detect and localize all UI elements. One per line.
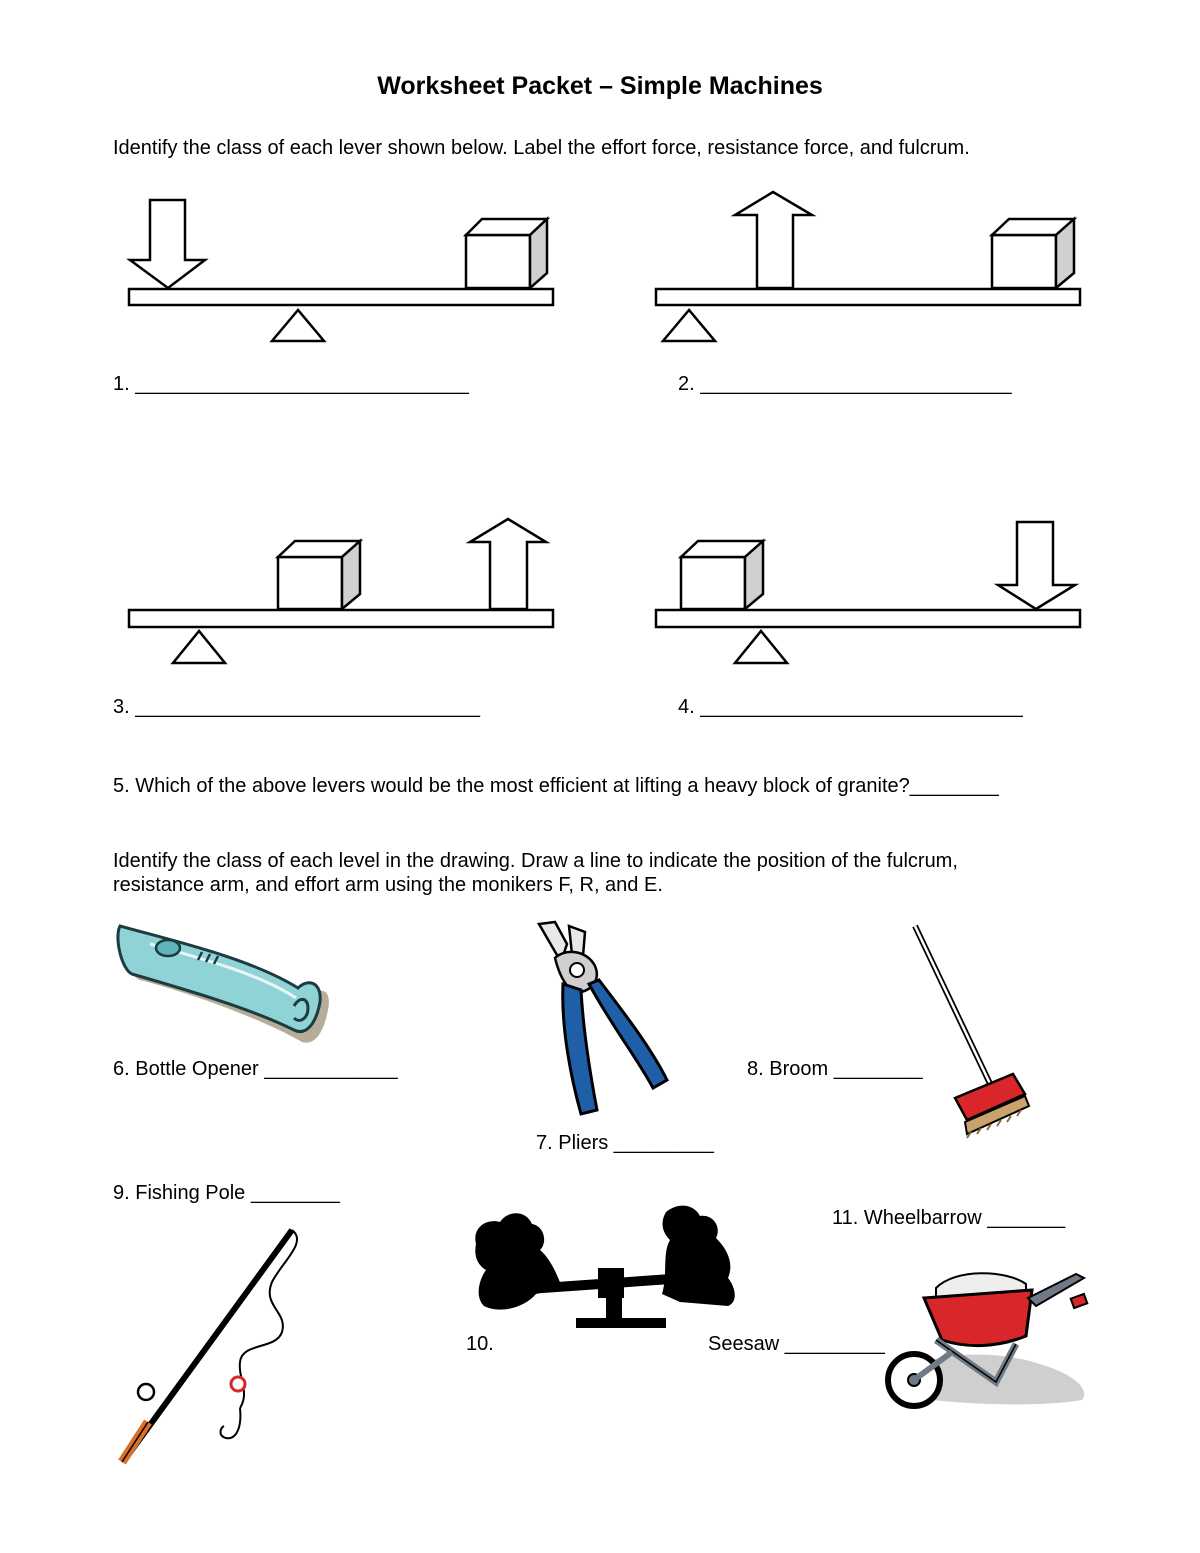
item-label-bottle-opener: 6. Bottle Opener ____________ bbox=[113, 1058, 398, 1080]
item-label-seesaw: Seesaw _________ bbox=[708, 1333, 885, 1355]
lever-label-2: 2. ____________________________ bbox=[678, 373, 1012, 395]
lever-diagram-3 bbox=[120, 515, 565, 670]
question-5: 5. Which of the above levers would be the most efficient at lifting a heavy block of granite?________ bbox=[113, 775, 999, 797]
load-block bbox=[466, 219, 547, 288]
lever-label-4: 4. _____________________________ bbox=[678, 696, 1023, 718]
item-label-broom: 8. Broom ________ bbox=[747, 1058, 923, 1080]
item-label-pliers: 7. Pliers _________ bbox=[536, 1132, 714, 1154]
wheelbarrow-image bbox=[876, 1262, 1104, 1417]
lever-diagram-1 bbox=[120, 195, 565, 345]
effort-arrow-down bbox=[130, 200, 205, 288]
seesaw-image bbox=[466, 1198, 756, 1338]
lever-label-3: 3. _______________________________ bbox=[113, 696, 481, 718]
load-block bbox=[992, 219, 1074, 288]
lever-diagram-2 bbox=[647, 188, 1092, 348]
fulcrum-triangle bbox=[735, 631, 787, 663]
lever-diagram-4 bbox=[647, 515, 1092, 670]
page-title: Worksheet Packet – Simple Machines bbox=[377, 72, 823, 100]
effort-arrow-up bbox=[470, 519, 546, 609]
lever-beam bbox=[129, 610, 553, 627]
lever-beam bbox=[656, 289, 1080, 305]
instructions-drawing-line1: Identify the class of each level in the drawing. Draw a line to indicate the position of the fulcrum, bbox=[113, 850, 958, 872]
fulcrum-triangle bbox=[663, 310, 715, 341]
fishing-pole-image bbox=[112, 1222, 312, 1472]
load-block bbox=[681, 541, 763, 609]
item-label-wheelbarrow: 11. Wheelbarrow _______ bbox=[832, 1207, 1066, 1229]
pliers-image bbox=[525, 918, 675, 1123]
item-label-fishing-pole: 9. Fishing Pole ________ bbox=[113, 1182, 340, 1204]
lever-label-1: 1. ______________________________ bbox=[113, 373, 469, 395]
broom-image bbox=[905, 922, 1035, 1142]
instructions-levers: Identify the class of each lever shown below. Label the effort force, resistance force, and fulcrum. bbox=[113, 137, 970, 159]
item-label-seesaw-number: 10. bbox=[466, 1333, 494, 1355]
lever-beam bbox=[129, 289, 553, 305]
fulcrum-triangle bbox=[272, 310, 324, 341]
effort-arrow-down bbox=[998, 522, 1075, 609]
effort-arrow-up bbox=[735, 192, 812, 288]
lever-beam bbox=[656, 610, 1080, 627]
bottle-opener-image bbox=[110, 918, 332, 1058]
load-block bbox=[278, 541, 360, 609]
instructions-drawing-line2: resistance arm, and effort arm using the monikers F, R, and E. bbox=[113, 874, 663, 896]
fulcrum-triangle bbox=[173, 631, 225, 663]
